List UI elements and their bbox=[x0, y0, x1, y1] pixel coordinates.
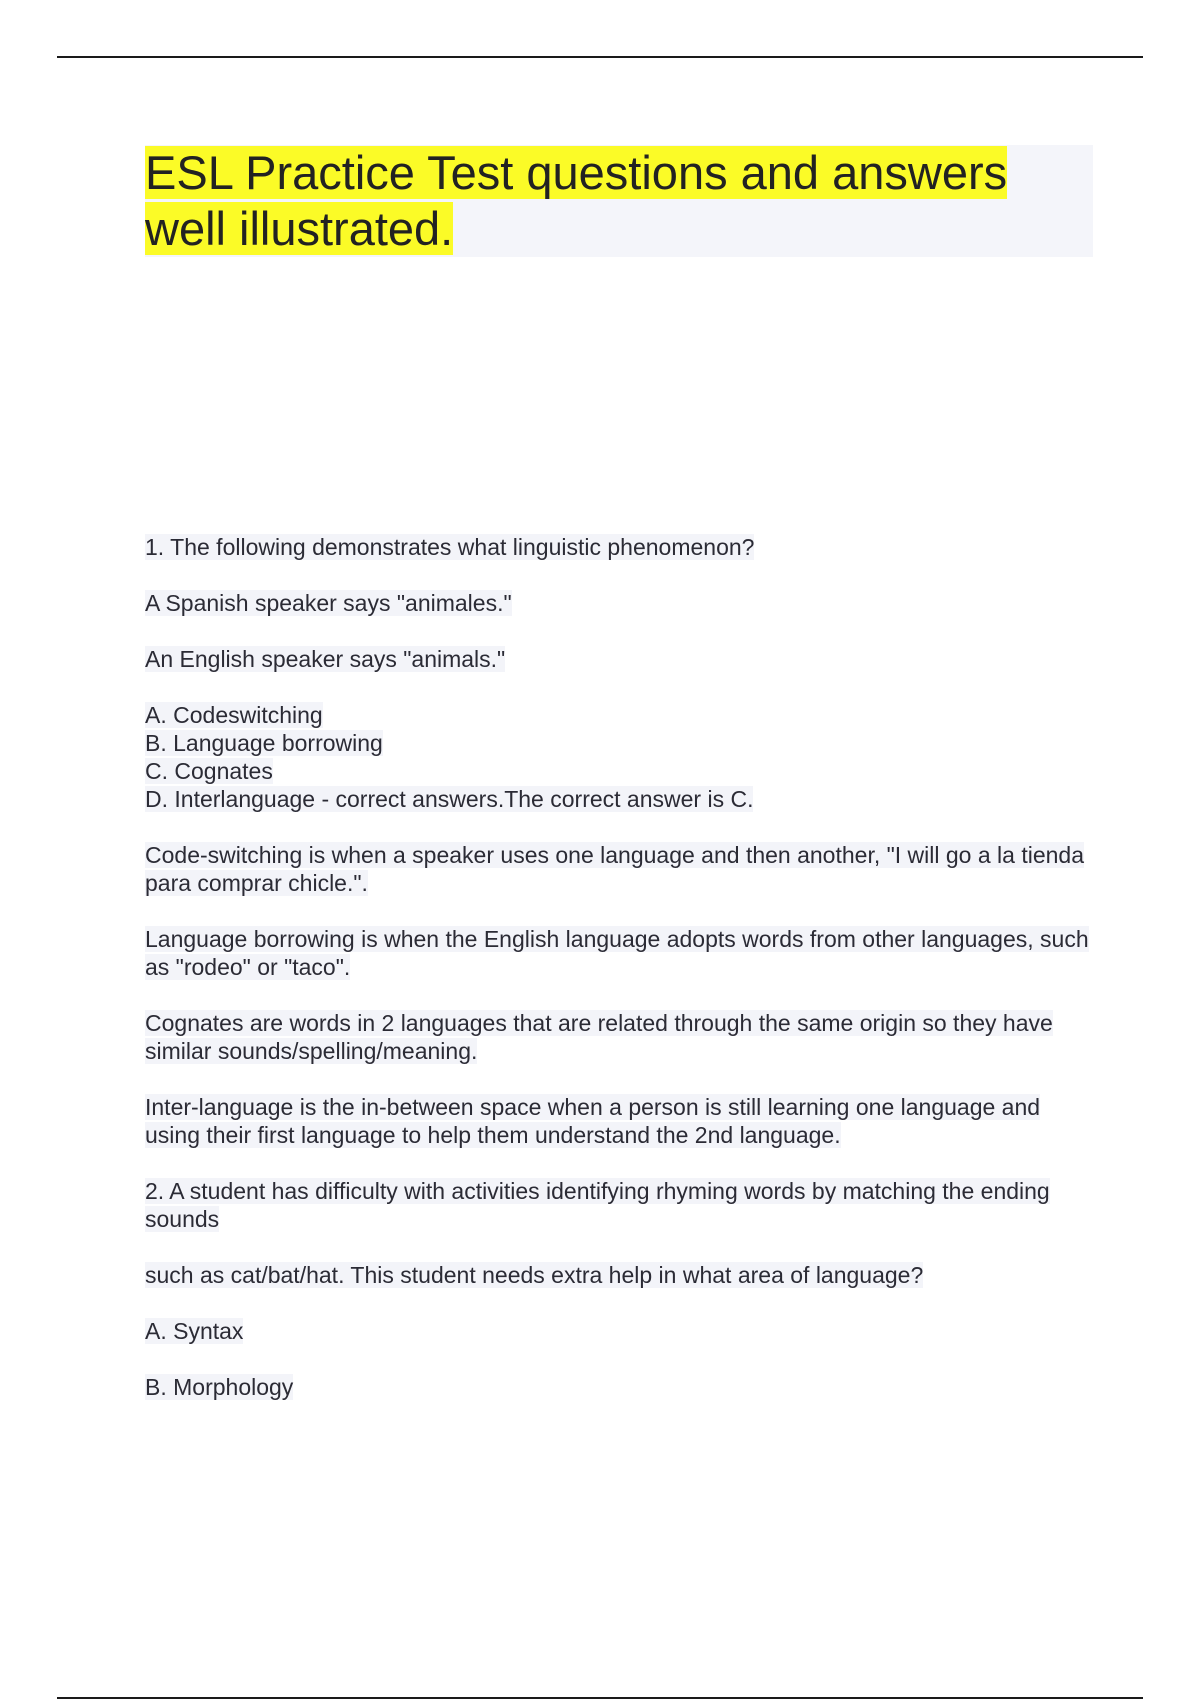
explanation-code-switching: Code-switching is when a speaker uses one language and then another, "I will go a la tienda para comprar chicle.". bbox=[145, 842, 1085, 896]
option-a: A. Codeswitching bbox=[145, 702, 323, 728]
option-c: C. Cognates bbox=[145, 758, 273, 784]
question-1-options bbox=[145, 701, 1095, 813]
explanation-cognates: Cognates are words in 2 languages that are related through the same origin so they have similar sounds/spelling/meaning. bbox=[145, 1010, 1053, 1064]
question-2-prompt-part-2: such as cat/bat/hat. This student needs extra help in what area of language? bbox=[145, 1262, 924, 1288]
question-2-prompt-part-1: 2. A student has difficulty with activities identifying rhyming words by matching the ending sounds bbox=[145, 1178, 1050, 1232]
title-block bbox=[145, 145, 1093, 257]
question-1-example-2: An English speaker says "animals." bbox=[145, 646, 506, 672]
question-2-option-a: A. Syntax bbox=[145, 1318, 244, 1344]
option-d-answer: D. Interlanguage - correct answers.The correct answer is C. bbox=[145, 786, 754, 812]
header-rule bbox=[57, 56, 1143, 58]
question-1-prompt: 1. The following demonstrates what linguistic phenomenon? bbox=[145, 534, 755, 560]
document-body bbox=[145, 533, 1095, 1401]
page-title bbox=[145, 145, 1093, 257]
footer-rule bbox=[57, 1697, 1143, 1699]
explanation-language-borrowing: Language borrowing is when the English language adopts words from other languages, such as "rodeo" or "taco". bbox=[145, 926, 1089, 980]
option-b: B. Language borrowing bbox=[145, 730, 383, 756]
question-2-option-b: B. Morphology bbox=[145, 1374, 294, 1400]
title-highlight: ESL Practice Test questions and answers well illustrated. bbox=[145, 146, 1008, 255]
explanation-interlanguage: Inter-language is the in-between space when a person is still learning one language and using their first language to help them understand the 2nd language. bbox=[145, 1094, 1041, 1148]
question-1-example-1: A Spanish speaker says "animales." bbox=[145, 590, 512, 616]
